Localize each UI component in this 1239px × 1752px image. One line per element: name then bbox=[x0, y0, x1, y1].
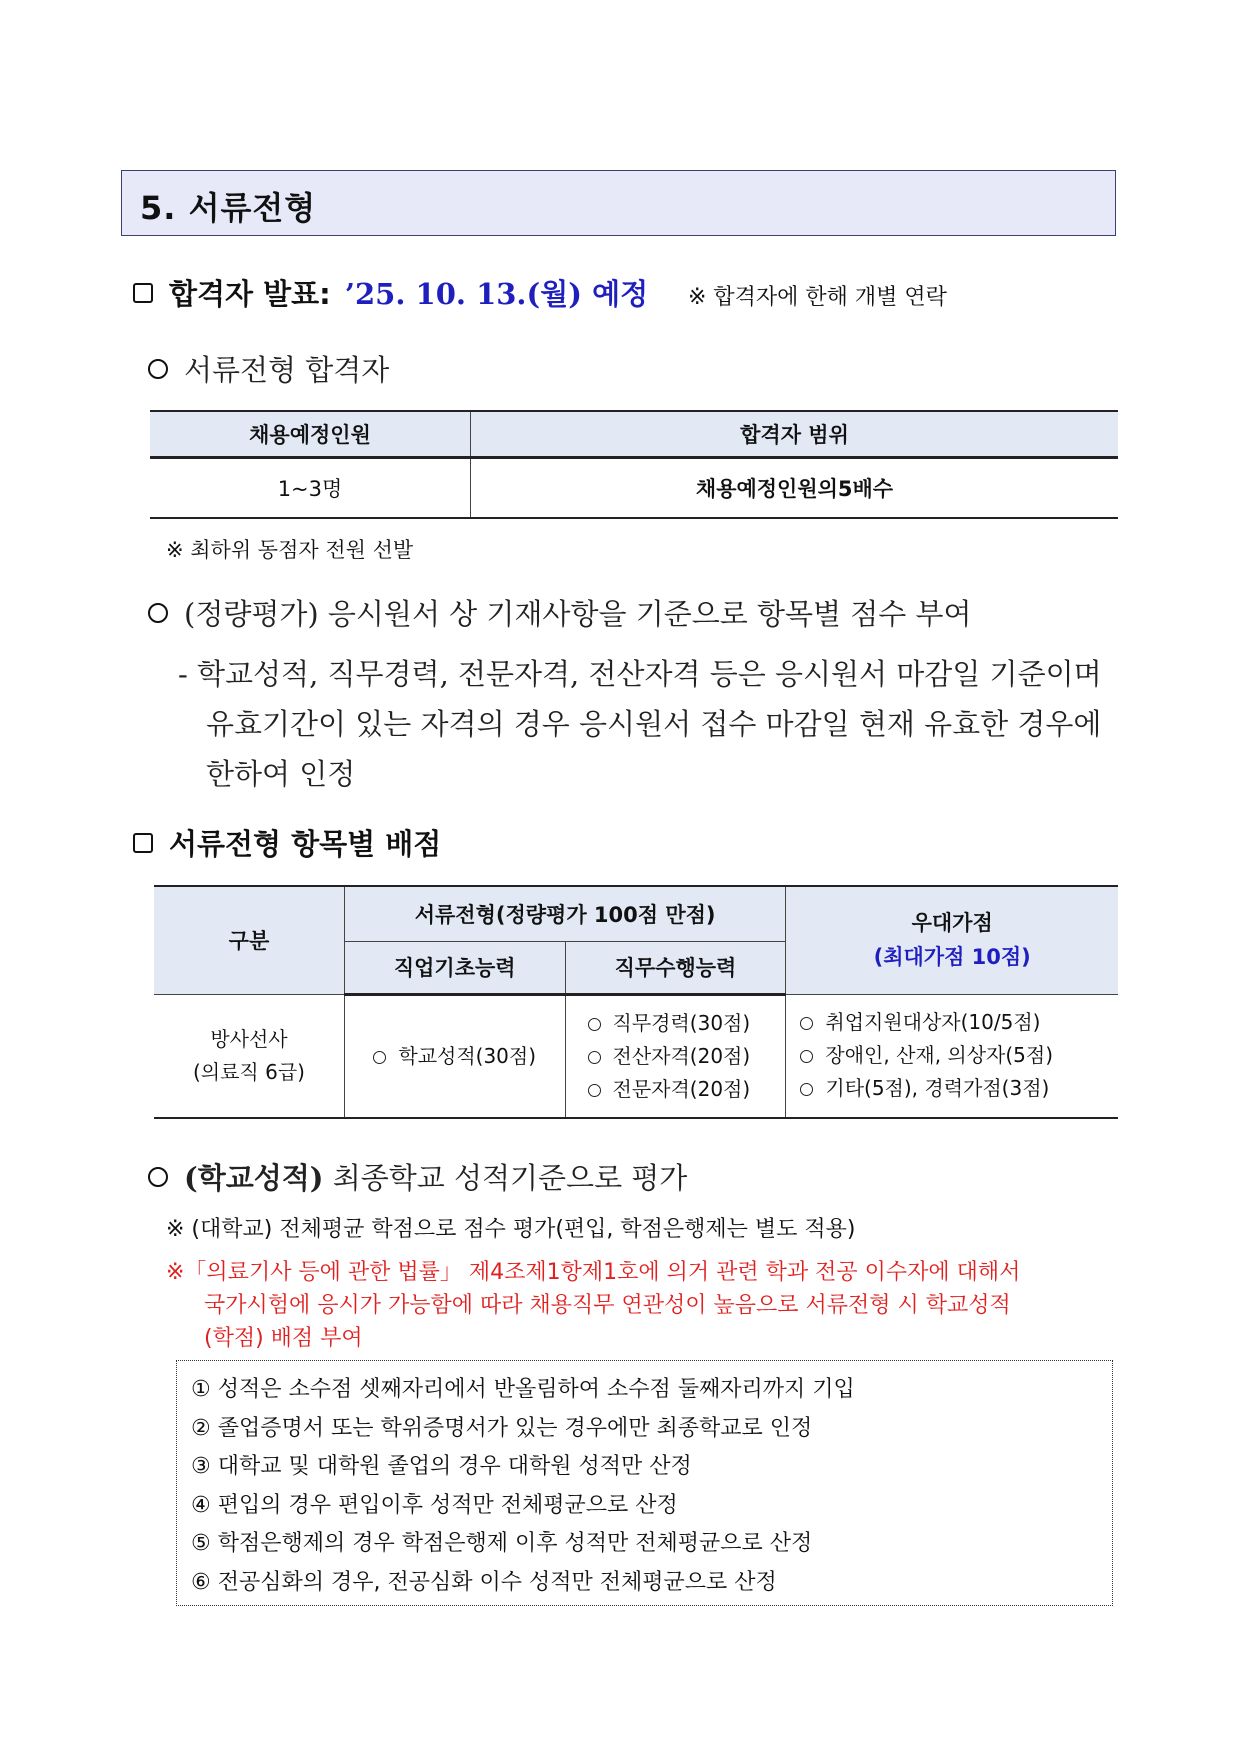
circle-bullet-icon bbox=[800, 1050, 813, 1063]
section-header bbox=[121, 170, 1116, 236]
school-note-2-line-2: 국가시험에 응시가 가능함에 따라 채용직무 연관성이 높음으로 서류전형 시 학교성적 bbox=[204, 1293, 1011, 1318]
rule-item: ② 졸업증명서 또는 학위증명서가 있는 경우에만 최종학교로 인정 bbox=[191, 1415, 813, 1441]
table-row bbox=[154, 994, 1118, 1118]
score-header-category: 구분 bbox=[154, 886, 344, 994]
pass-table-header-count: 채용예정인원 bbox=[150, 411, 471, 458]
score-header-doc: 서류전형(정량평가 100점 만점) bbox=[344, 886, 785, 941]
pass-table-header-range: 합격자 범위 bbox=[471, 411, 1119, 458]
school-line: (학교성적) 최종학교 성적기준으로 평가 bbox=[148, 1156, 687, 1197]
rules-box bbox=[176, 1360, 1113, 1606]
announcement-label: 합격자 발표: bbox=[169, 277, 331, 311]
circle-bullet-icon bbox=[588, 1084, 601, 1097]
circle-bullet-icon bbox=[148, 603, 168, 623]
rule-item: ④ 편입의 경우 편입이후 성적만 전체평균으로 산정 bbox=[191, 1492, 678, 1518]
circle-bullet-icon bbox=[800, 1083, 813, 1096]
score-header-job: 직무수행능력 bbox=[565, 941, 786, 994]
score-header-bonus: 우대가점 (최대가점 10점) bbox=[786, 886, 1118, 994]
circle-bullet-icon bbox=[373, 1051, 386, 1064]
pass-subheading: 서류전형 합격자 bbox=[148, 348, 389, 389]
announcement-line bbox=[133, 272, 648, 313]
rule-item: ① 성적은 소수점 셋째자리에서 반올림하여 소수점 둘째자리까지 기입 bbox=[191, 1377, 855, 1402]
quant-line: (정량평가) 응시원서 상 기재사항을 기준으로 항목별 점수 부여 bbox=[148, 592, 972, 633]
rule-item: ⑥ 전공심화의 경우, 전공심화 이수 성적만 전체평균으로 산정 bbox=[191, 1569, 777, 1595]
rule-item: ⑤ 학점은행제의 경우 학점은행제 이후 성적만 전체평균으로 산정 bbox=[191, 1531, 813, 1556]
school-note-2-line-1: ※「의료기사 등에 관한 법률」 제4조제1항제1호에 의거 관련 학과 전공 이수자에 대해서 bbox=[166, 1260, 1021, 1285]
rule-item: ③ 대학교 및 대학원 졸업의 경우 대학원 성적만 산정 bbox=[191, 1454, 692, 1479]
school-note-1: ※ (대학교) 전체평균 학점으로 점수 평가(편입, 학점은행제는 별도 적용) bbox=[166, 1217, 856, 1242]
pass-table-cell-count: 1~3명 bbox=[150, 458, 471, 519]
quant-detail-1: - 학교성적, 직무경력, 전문자격, 전산자격 등은 응시원서 마감일 기준이며 bbox=[178, 657, 1102, 691]
score-cell-job: 직무경력(30점) 전산자격(20점) 전문자격(20점) bbox=[565, 994, 786, 1118]
quant-detail-3: 한하여 인정 bbox=[206, 757, 356, 791]
table-row bbox=[150, 458, 1118, 519]
pass-table-cell-range: 채용예정인원의5배수 bbox=[471, 458, 1119, 519]
quant-detail-2: 유효기간이 있는 자격의 경우 응시원서 접수 마감일 현재 유효한 경우에 bbox=[206, 707, 1102, 741]
announcement-date: ’25. 10. 13.(월) 예정 bbox=[344, 277, 649, 311]
pass-table bbox=[150, 410, 1118, 519]
checkbox-square-icon bbox=[133, 283, 153, 303]
circle-bullet-icon bbox=[588, 1018, 601, 1031]
circle-bullet-icon bbox=[148, 359, 168, 379]
score-header-basic: 직업기초능력 bbox=[344, 941, 565, 994]
scoring-heading: 서류전형 항목별 배점 bbox=[133, 822, 441, 863]
score-header-bonus-sub: (최대가점 10점) bbox=[873, 945, 1031, 970]
checkbox-square-icon bbox=[133, 833, 153, 853]
school-note-2-line-3: (학점) 배점 부여 bbox=[204, 1326, 363, 1351]
circle-bullet-icon bbox=[588, 1051, 601, 1064]
pass-note: ※ 최하위 동점자 전원 선발 bbox=[166, 538, 414, 562]
section-title: 5. 서류전형 bbox=[140, 189, 317, 227]
score-cell-category: 방사선사 (의료직 6급) bbox=[154, 994, 344, 1118]
score-cell-basic: 학교성적(30점) bbox=[344, 994, 565, 1118]
circle-bullet-icon bbox=[148, 1167, 168, 1187]
announcement-note: ※ 합격자에 한해 개별 연락 bbox=[688, 285, 947, 310]
circle-bullet-icon bbox=[800, 1017, 813, 1030]
score-cell-bonus: 취업지원대상자(10/5점) 장애인, 산재, 의상자(5점) 기타(5점), 경력가점(3점) bbox=[786, 994, 1118, 1118]
score-table bbox=[154, 885, 1118, 1119]
